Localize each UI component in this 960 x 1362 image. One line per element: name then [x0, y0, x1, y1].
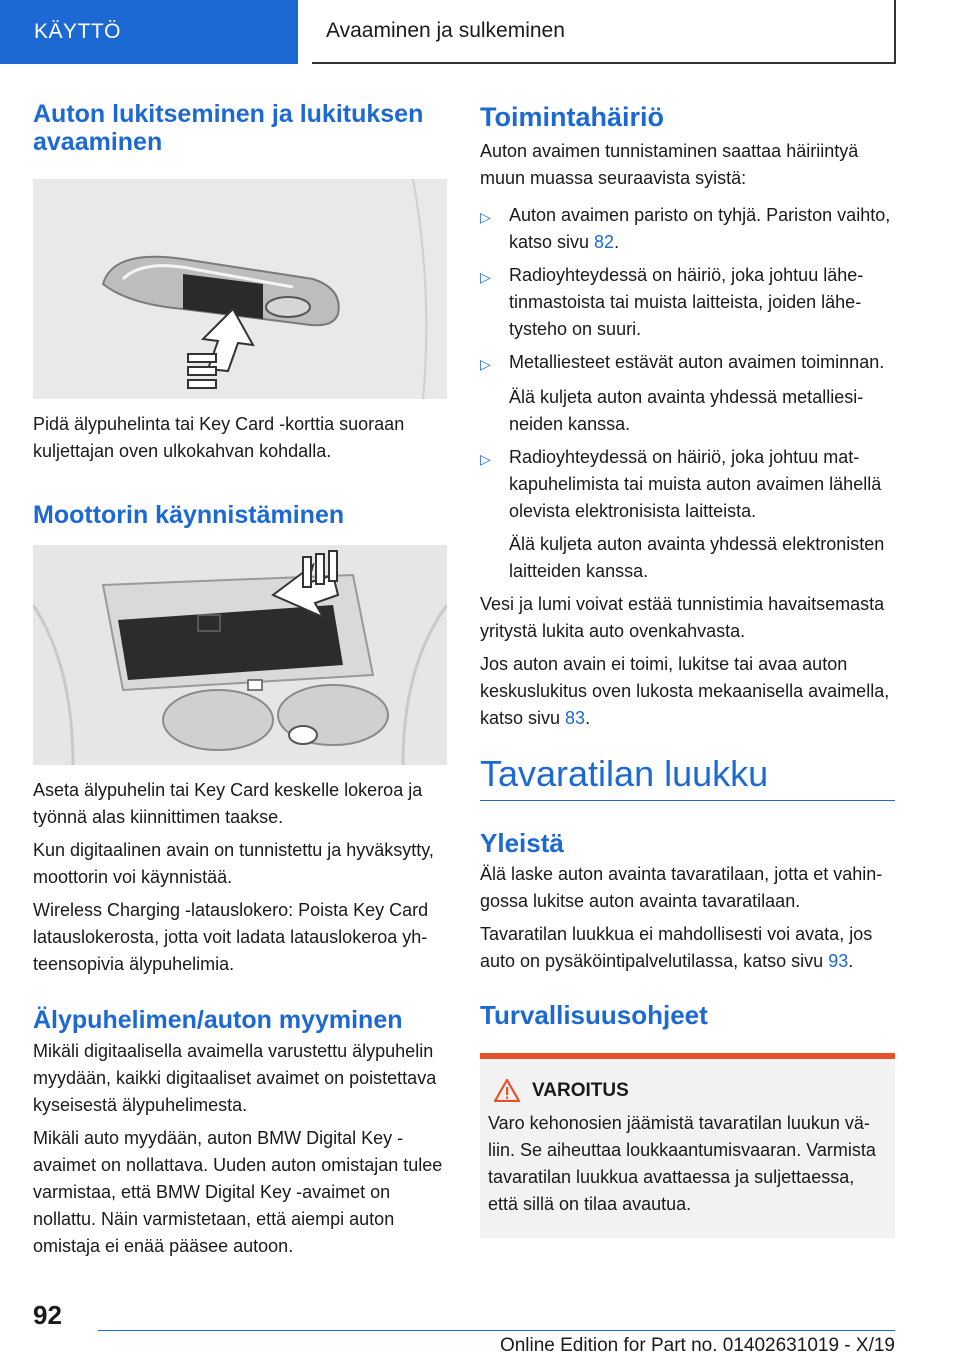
footer-edition: Online Edition for Part no. 01402631019 - X/19: [98, 1330, 895, 1357]
bullet-triangle-icon: ▷: [480, 269, 491, 285]
paragraph-general: Älä laske auton avainta tavaratilaan, jotta et vahingossa lukitse auton avainta tavaratilaan.: [480, 864, 883, 911]
bullet-triangle-icon: ▷: [480, 209, 491, 225]
warning-box: [480, 1053, 895, 1238]
page-link-82[interactable]: 82: [594, 232, 615, 252]
list-item: ▷ Auton avaimen paristo on tyhjä. Pariston vaihto, katso sivu 82.: [480, 202, 895, 256]
heading-trunk: Tavaratilan luukku: [480, 753, 769, 794]
heading-trunk-block: [480, 754, 895, 801]
paragraph-lock: Pidä älypuhelinta tai Key Card -korttia suoraan kuljettajan oven ulkokahvan kohdalla.: [33, 414, 405, 461]
heading-general: Yleistä: [480, 828, 564, 858]
list-item-note: Älä kuljeta auton avainta yhdessä metalliesineiden kanssa.: [509, 387, 864, 434]
paragraph-nokey: Jos auton avain ei toimi, lukitse tai avaa auton keskuslukitus oven lukosta mekaanisella avaimella, katso sivu 83.: [480, 654, 890, 728]
console-tray-illustration: [33, 545, 447, 765]
right-column: [480, 100, 895, 1238]
paragraph-valet: Tavaratilan luukkua ei mahdollisesti voi avata, jos auto on pysäköintipalvelutilassa, katso sivu 93.: [480, 924, 873, 971]
page-link-93[interactable]: 93: [828, 951, 849, 971]
list-item-note: Älä kuljeta auton avainta yhdessä elektronisten laitteiden kanssa.: [509, 534, 885, 581]
bullet-triangle-icon: ▷: [480, 451, 491, 467]
heading-safety: Turvallisuusohjeet: [480, 1000, 708, 1030]
warning-triangle-icon: [494, 1079, 520, 1102]
warning-title: VAROITUS: [532, 1079, 629, 1101]
bullet-triangle-icon: ▷: [480, 356, 491, 372]
paragraph-sell-2: Mikäli auto myydään, auton BMW Digital Key -avaimet on nollattava. Uuden auton omistajan tulee varmistaa, että BMW Digital Key -avaimet on nollattu. Näin varmistetaan, että aiempi auton omistaja ei enää pääsee autoon.: [33, 1128, 443, 1256]
chapter-title: Avaaminen ja sulkeminen: [312, 0, 896, 64]
paragraph-start-1: Aseta älypuhelin tai Key Card keskelle lokeroa ja työnnä alas kiinnittimen taakse.: [33, 780, 423, 827]
warning-text: Varo kehonosien jäämistä tavaratilan luukun väliin. Se aiheuttaa loukkaantumisvaaran. Varmista tavaratilan luukkua avattaessa ja suljettaessa, että sillä on tilaa avautua.: [488, 1113, 876, 1214]
section-tab: KÄYTTÖ: [0, 0, 298, 64]
door-handle-illustration: [33, 179, 447, 399]
heading-lock: Auton lukitseminen ja lukituksen avaaminen: [33, 100, 424, 156]
list-item: ▷ Metalliesteet estävät auton avaimen toiminnan.: [480, 349, 895, 378]
list-item: ▷ Radioyhteydessä on häiriö, joka johtuu lähetinmastoista tai muista laitteista, joiden lähetysteho on suuri.: [480, 262, 895, 343]
left-column: [33, 100, 447, 1260]
paragraph-fault: Auton avaimen tunnistaminen saattaa häiriintyä muun muassa seuraavista syistä:: [480, 141, 859, 188]
page-number: 92: [33, 1300, 62, 1330]
warning-header: [488, 1079, 887, 1102]
paragraph-start-2: Kun digitaalinen avain on tunnistettu ja hyväksytty, moottorin voi käynnistää.: [33, 840, 434, 887]
heading-fault: Toimintahäiriö: [480, 102, 665, 132]
paragraph-start-3: Wireless Charging -latauslokero: Poista Key Card latauslokerosta, jotta voit ladata latauslokeroa yhteensopivia älypuhelimia.: [33, 900, 429, 974]
page-link-83[interactable]: 83: [565, 708, 586, 728]
heading-sell: Älypuhelimen/auton myyminen: [33, 1006, 403, 1034]
paragraph-water: Vesi ja lumi voivat estää tunnistimia havaitsemasta yritystä lukita auto ovenkahvasta.: [480, 594, 885, 641]
paragraph-sell-1: Mikäli digitaalisella avaimella varustettu älypuhelin myydään, kaikki digitaaliset avaimet on poistettava kyseisestä älypuhelimesta.: [33, 1041, 437, 1115]
list-item: ▷ Radioyhteydessä on häiriö, joka johtuu matkapuhelimista tai muista auton avaimen lähellä olevista elektronisista laitteista.: [480, 444, 895, 525]
heading-start: Moottorin käynnistäminen: [33, 501, 345, 529]
